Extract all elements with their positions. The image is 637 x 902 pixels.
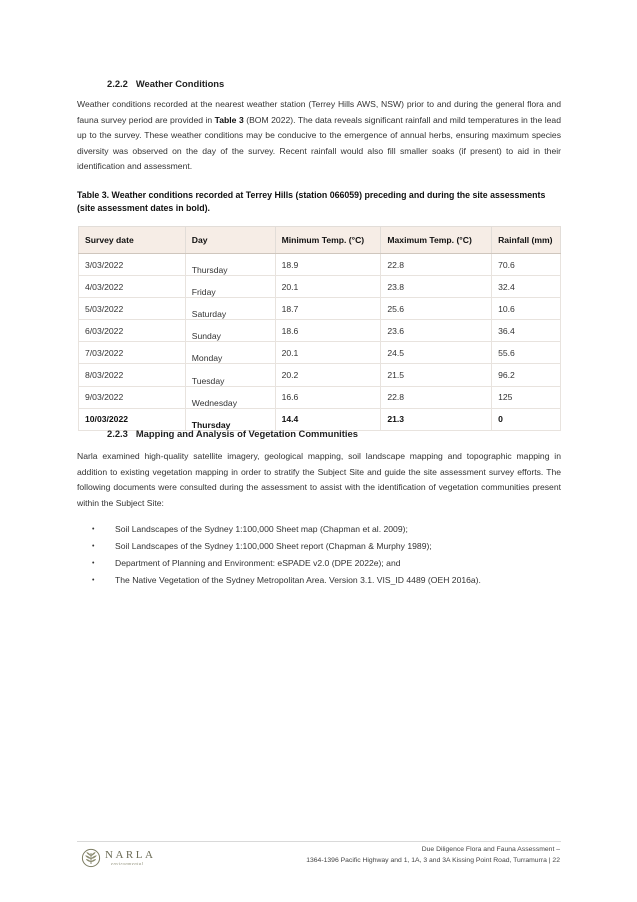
weather-table (78, 226, 561, 431)
cell-rainfall: 32.4 (492, 276, 561, 298)
header-survey-date: Survey date (79, 227, 186, 254)
cell-rainfall: 0 (492, 408, 561, 430)
table-row (79, 364, 561, 386)
footer-address-page: 1364-1396 Pacific Highway and 1, 1A, 3 and 3A Kissing Point Road, Turramurra | 22 (306, 856, 560, 864)
bullet-icon: • (92, 543, 95, 550)
table-row (79, 276, 561, 298)
cell-day: Tuesday (185, 364, 275, 386)
weather-paragraph (77, 97, 561, 175)
table-reference-link[interactable]: Table 3 (214, 114, 244, 125)
cell-min-temp: 20.2 (275, 364, 381, 386)
header-day: Day (185, 227, 275, 254)
list-item (92, 555, 481, 572)
cell-rainfall: 10.6 (492, 298, 561, 320)
cell-min-temp: 18.9 (275, 254, 381, 276)
cell-rainfall: 70.6 (492, 254, 561, 276)
table-header-row (79, 227, 561, 254)
cell-max-temp: 25.6 (381, 298, 492, 320)
section-heading-weather (107, 78, 224, 89)
section-number: 2.2.2 (107, 78, 128, 89)
cell-date: 8/03/2022 (79, 364, 186, 386)
bullet-icon: • (92, 526, 95, 533)
list-item-text: The Native Vegetation of the Sydney Metropolitan Area. Version 3.1. VIS_ID 4489 (OEH 2016a). (115, 575, 481, 585)
cell-rainfall: 125 (492, 386, 561, 408)
cell-rainfall: 36.4 (492, 320, 561, 342)
table-caption: Table 3. Weather conditions recorded at Terrey Hills (station 066059) preceding and during the site assessments (site assessment dates in bold). (77, 190, 546, 213)
paragraph-text: Weather conditions recorded at the nearest weather station (Terrey Hills AWS, NSW) prior to and during the general flora and fauna survey period are provided in (77, 99, 561, 125)
list-item-text: Department of Planning and Environment: eSPADE v2.0 (DPE 2022e); and (115, 558, 401, 568)
cell-max-temp: 22.8 (381, 254, 492, 276)
paragraph-text: (BOM 2022). The data reveals significant rainfall and mild temperatures in the lead up to the survey. These weather conditions may be conducive to the emergence of annual herbs, ensuring maximum species diversity was observed on the day of the survey. Recent rainfall would also fill smaller soaks (if present) to aid in their identification and assessment. (77, 114, 561, 172)
cell-day: Thursday (185, 254, 275, 276)
logo-subtitle: environmental (111, 860, 144, 866)
list-item (92, 538, 481, 555)
cell-day: Sunday (185, 320, 275, 342)
leaf-emblem-icon (81, 848, 101, 868)
cell-rainfall: 55.6 (492, 342, 561, 364)
list-item (92, 572, 481, 589)
table-row (79, 342, 561, 364)
bullet-icon: • (92, 577, 95, 584)
bullet-icon: • (92, 560, 95, 567)
cell-day: Thursday (185, 408, 275, 430)
narla-logo (81, 848, 155, 868)
section-title: Mapping and Analysis of Vegetation Communities (135, 428, 358, 439)
cell-date: 3/03/2022 (79, 254, 186, 276)
list-item (92, 521, 481, 538)
cell-max-temp: 23.6 (381, 320, 492, 342)
list-item-text: Soil Landscapes of the Sydney 1:100,000 Sheet map (Chapman et al. 2009); (115, 524, 408, 534)
cell-min-temp: 20.1 (275, 276, 381, 298)
cell-min-temp: 18.6 (275, 320, 381, 342)
cell-max-temp: 23.8 (381, 276, 492, 298)
footer-text (306, 845, 560, 866)
logo-wordmark: NARLA (105, 848, 156, 861)
cell-day: Friday (185, 276, 275, 298)
cell-day: Saturday (185, 298, 275, 320)
list-item-text: Soil Landscapes of the Sydney 1:100,000 Sheet report (Chapman & Murphy 1989); (115, 541, 432, 551)
reference-list (92, 521, 481, 589)
cell-date: 5/03/2022 (79, 298, 186, 320)
cell-max-temp: 21.5 (381, 364, 492, 386)
cell-date: 7/03/2022 (79, 342, 186, 364)
table-row-site-assessment (79, 408, 561, 430)
cell-min-temp: 14.4 (275, 408, 381, 430)
cell-date: 10/03/2022 (79, 408, 186, 430)
cell-min-temp: 20.1 (275, 342, 381, 364)
cell-rainfall: 96.2 (492, 364, 561, 386)
header-min-temp: Minimum Temp. (°C) (275, 227, 381, 254)
table-row (79, 254, 561, 276)
cell-max-temp: 22.8 (381, 386, 492, 408)
footer-divider (77, 841, 561, 842)
cell-min-temp: 18.7 (275, 298, 381, 320)
section-title: Weather Conditions (135, 78, 225, 89)
cell-date: 6/03/2022 (79, 320, 186, 342)
header-rainfall: Rainfall (mm) (492, 227, 561, 254)
cell-min-temp: 16.6 (275, 386, 381, 408)
cell-max-temp: 21.3 (381, 408, 492, 430)
mapping-paragraph: Narla examined high-quality satellite imagery, geological mapping, soil landscape mapping and topographic mapping in addition to existing vegetation mapping in order to stratify the Subject Site and guide the site assessment survey efforts. The following documents were consulted during the assessment to assist with the identification of vegetation communities present within the Subject Site: (77, 451, 561, 508)
section-heading-mapping (107, 428, 358, 439)
table-row (79, 298, 561, 320)
cell-day: Monday (185, 342, 275, 364)
cell-day: Wednesday (185, 386, 275, 408)
footer-document-title: Due Diligence Flora and Fauna Assessment – (421, 846, 560, 853)
table-row (79, 320, 561, 342)
cell-date: 4/03/2022 (79, 276, 186, 298)
table-row (79, 386, 561, 408)
cell-date: 9/03/2022 (79, 386, 186, 408)
header-max-temp: Maximum Temp. (°C) (381, 227, 492, 254)
cell-max-temp: 24.5 (381, 342, 492, 364)
section-number: 2.2.3 (107, 428, 128, 439)
